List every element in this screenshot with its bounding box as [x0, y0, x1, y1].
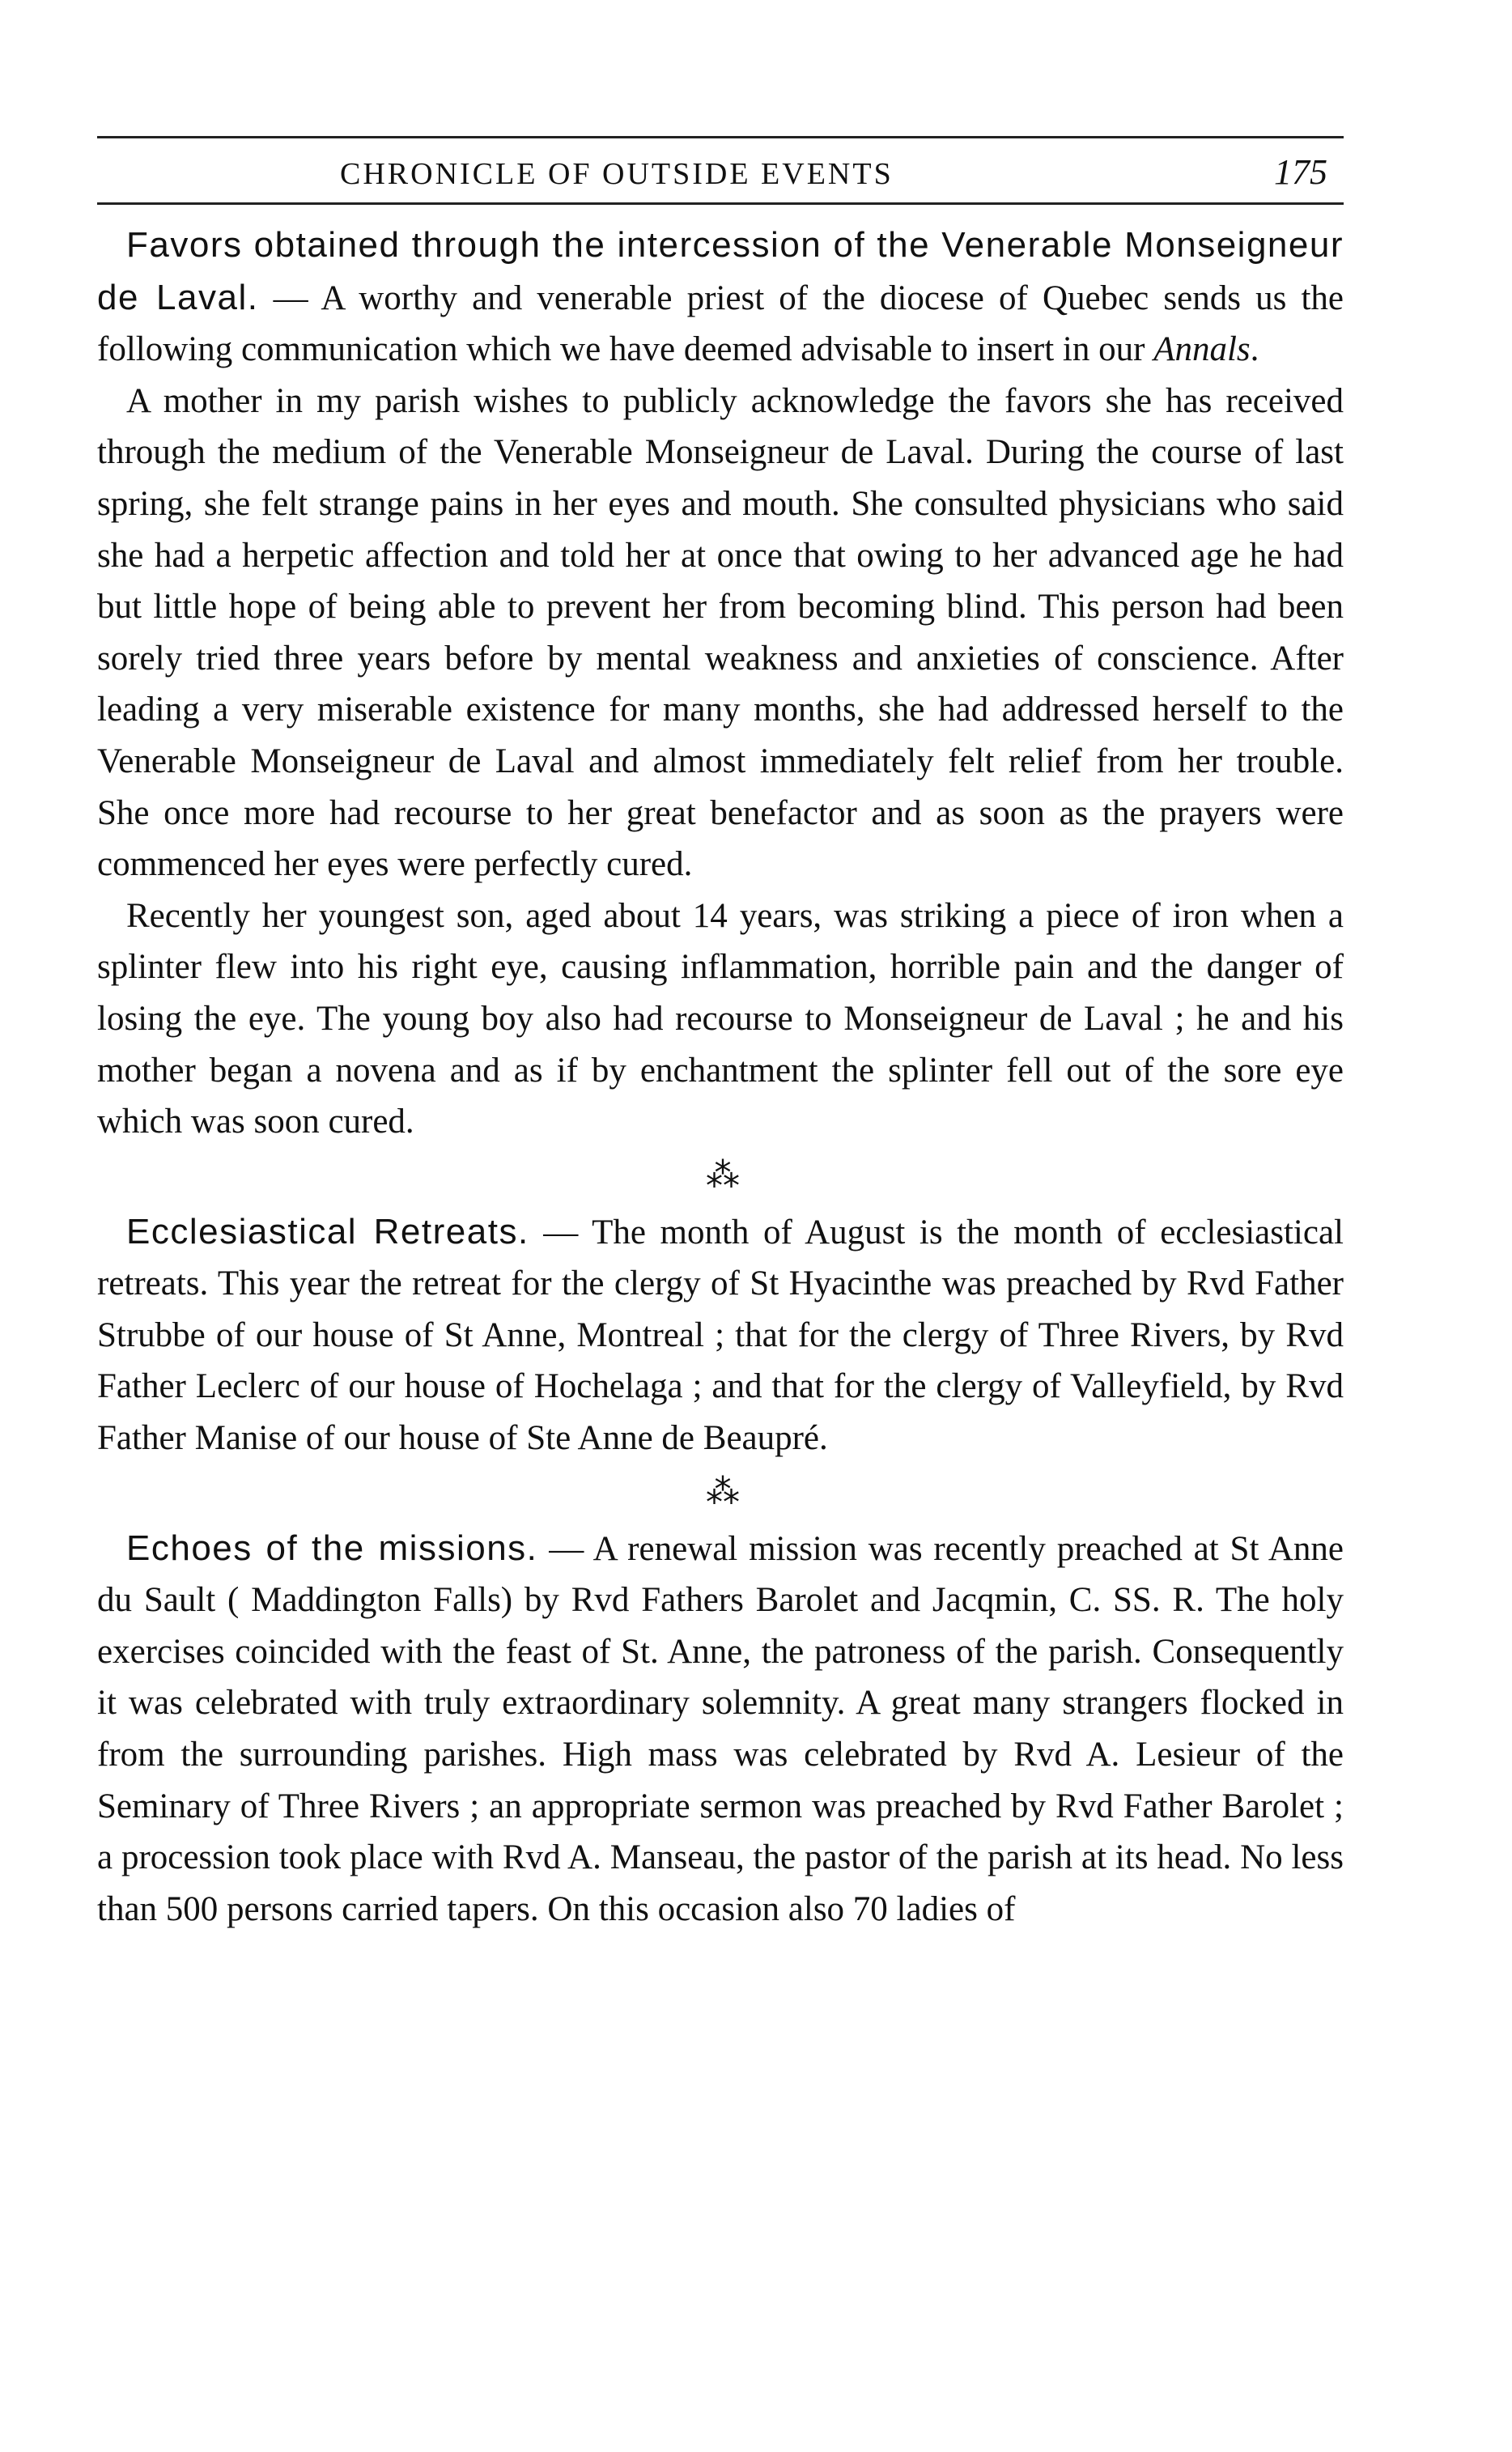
book-page	[97, 136, 1344, 1935]
page-body	[97, 219, 1344, 1935]
header-rule-top	[97, 136, 1344, 138]
section-heading-missions: Echoes of the missions.	[126, 1528, 538, 1568]
fleuron-ornament-icon: ⁂	[706, 1471, 735, 1511]
paragraph-mother: A mother in my parish wishes to publicly acknowledge the favors she has received through the medium of the Venerable Monseigneur de Laval. During the course of last spring, she felt strange pains in her eyes and mouth. She consulted physicians who said she had a herpetic affection and told her at once that owing to her advanced age he had but little hope of being able to prevent her from becoming blind. This person had been sorely tried three years before by mental weakness and anxieties of conscience. After leading a very miserable existence for many months, she had addressed herself to the Venerable Monseigneur de Laval and almost immediately felt relief from her trouble. She once more had recourse to her great benefactor and as soon as the prayers were commenced her eyes were perfectly cured.	[97, 381, 1344, 884]
page-number: 175	[1274, 152, 1327, 192]
retreats-text: — The month of August is the month of ecclesiastical retreats. This year the retreat for the clergy of St Hyacinthe was preached by Rvd Father Strubbe of our house of St Anne, Montreal ; that for the clergy of Three Rivers, by Rvd Father Leclerc of our house of Hochelaga ; and that for the clergy of Valleyfield, by Rvd Father Manise of our house of Ste Anne de Beaupré.	[97, 1213, 1344, 1458]
paragraph-son: Recently her youngest son, aged about 14 years, was striking a piece of iron when a splinter flew into his right eye, causing inflammation, horrible pain and the danger of losing the eye. The young boy also had recourse to Monseigneur de Laval ; he and his mother began a novena and as if by enchantment the splinter fell out of the sore eye which was soon cured.	[97, 896, 1344, 1141]
running-header	[97, 151, 1344, 193]
header-rule-bottom	[97, 202, 1344, 205]
section-heading-retreats: Ecclesiastical Retreats.	[126, 1211, 529, 1251]
section-heading-favors: Favors obtained through the intercession of the Venerable Monseigneur de Laval.	[97, 225, 1344, 317]
section-favors-intro	[97, 219, 1344, 376]
favors-intro-end: .	[1250, 330, 1259, 369]
missions-text: — A renewal mission was recently preached at St Anne du Sault ( Maddington Falls) by Rvd Fathers Barolet and Jacqmin, C. SS. R. The holy exercises coincided with the feast of St. Anne, the patroness of the parish. Consequently it was celebrated with truly extraordinary solemnity. A great many strangers flocked in from the surrounding parishes. High mass was celebrated by Rvd A. Lesieur of the Seminary of Three Rivers ; an appropriate sermon was preached by Rvd Father Barolet ; a procession took place with Rvd A. Manseau, the pastor of the parish at its head. No less than 500 persons carried tapers. On this occasion also 70 ladies of	[97, 1529, 1344, 1928]
annals-title: Annals	[1153, 330, 1251, 369]
running-title: CHRONICLE OF OUTSIDE EVENTS	[340, 157, 894, 191]
favors-intro-text: — A worthy and venerable priest of the diocese of Quebec sends us the following communication which we have deemed advisable to insert in our	[97, 278, 1344, 369]
section-missions	[97, 1523, 1344, 1936]
fleuron-ornament-icon: ⁂	[706, 1154, 735, 1195]
section-retreats	[97, 1206, 1344, 1464]
